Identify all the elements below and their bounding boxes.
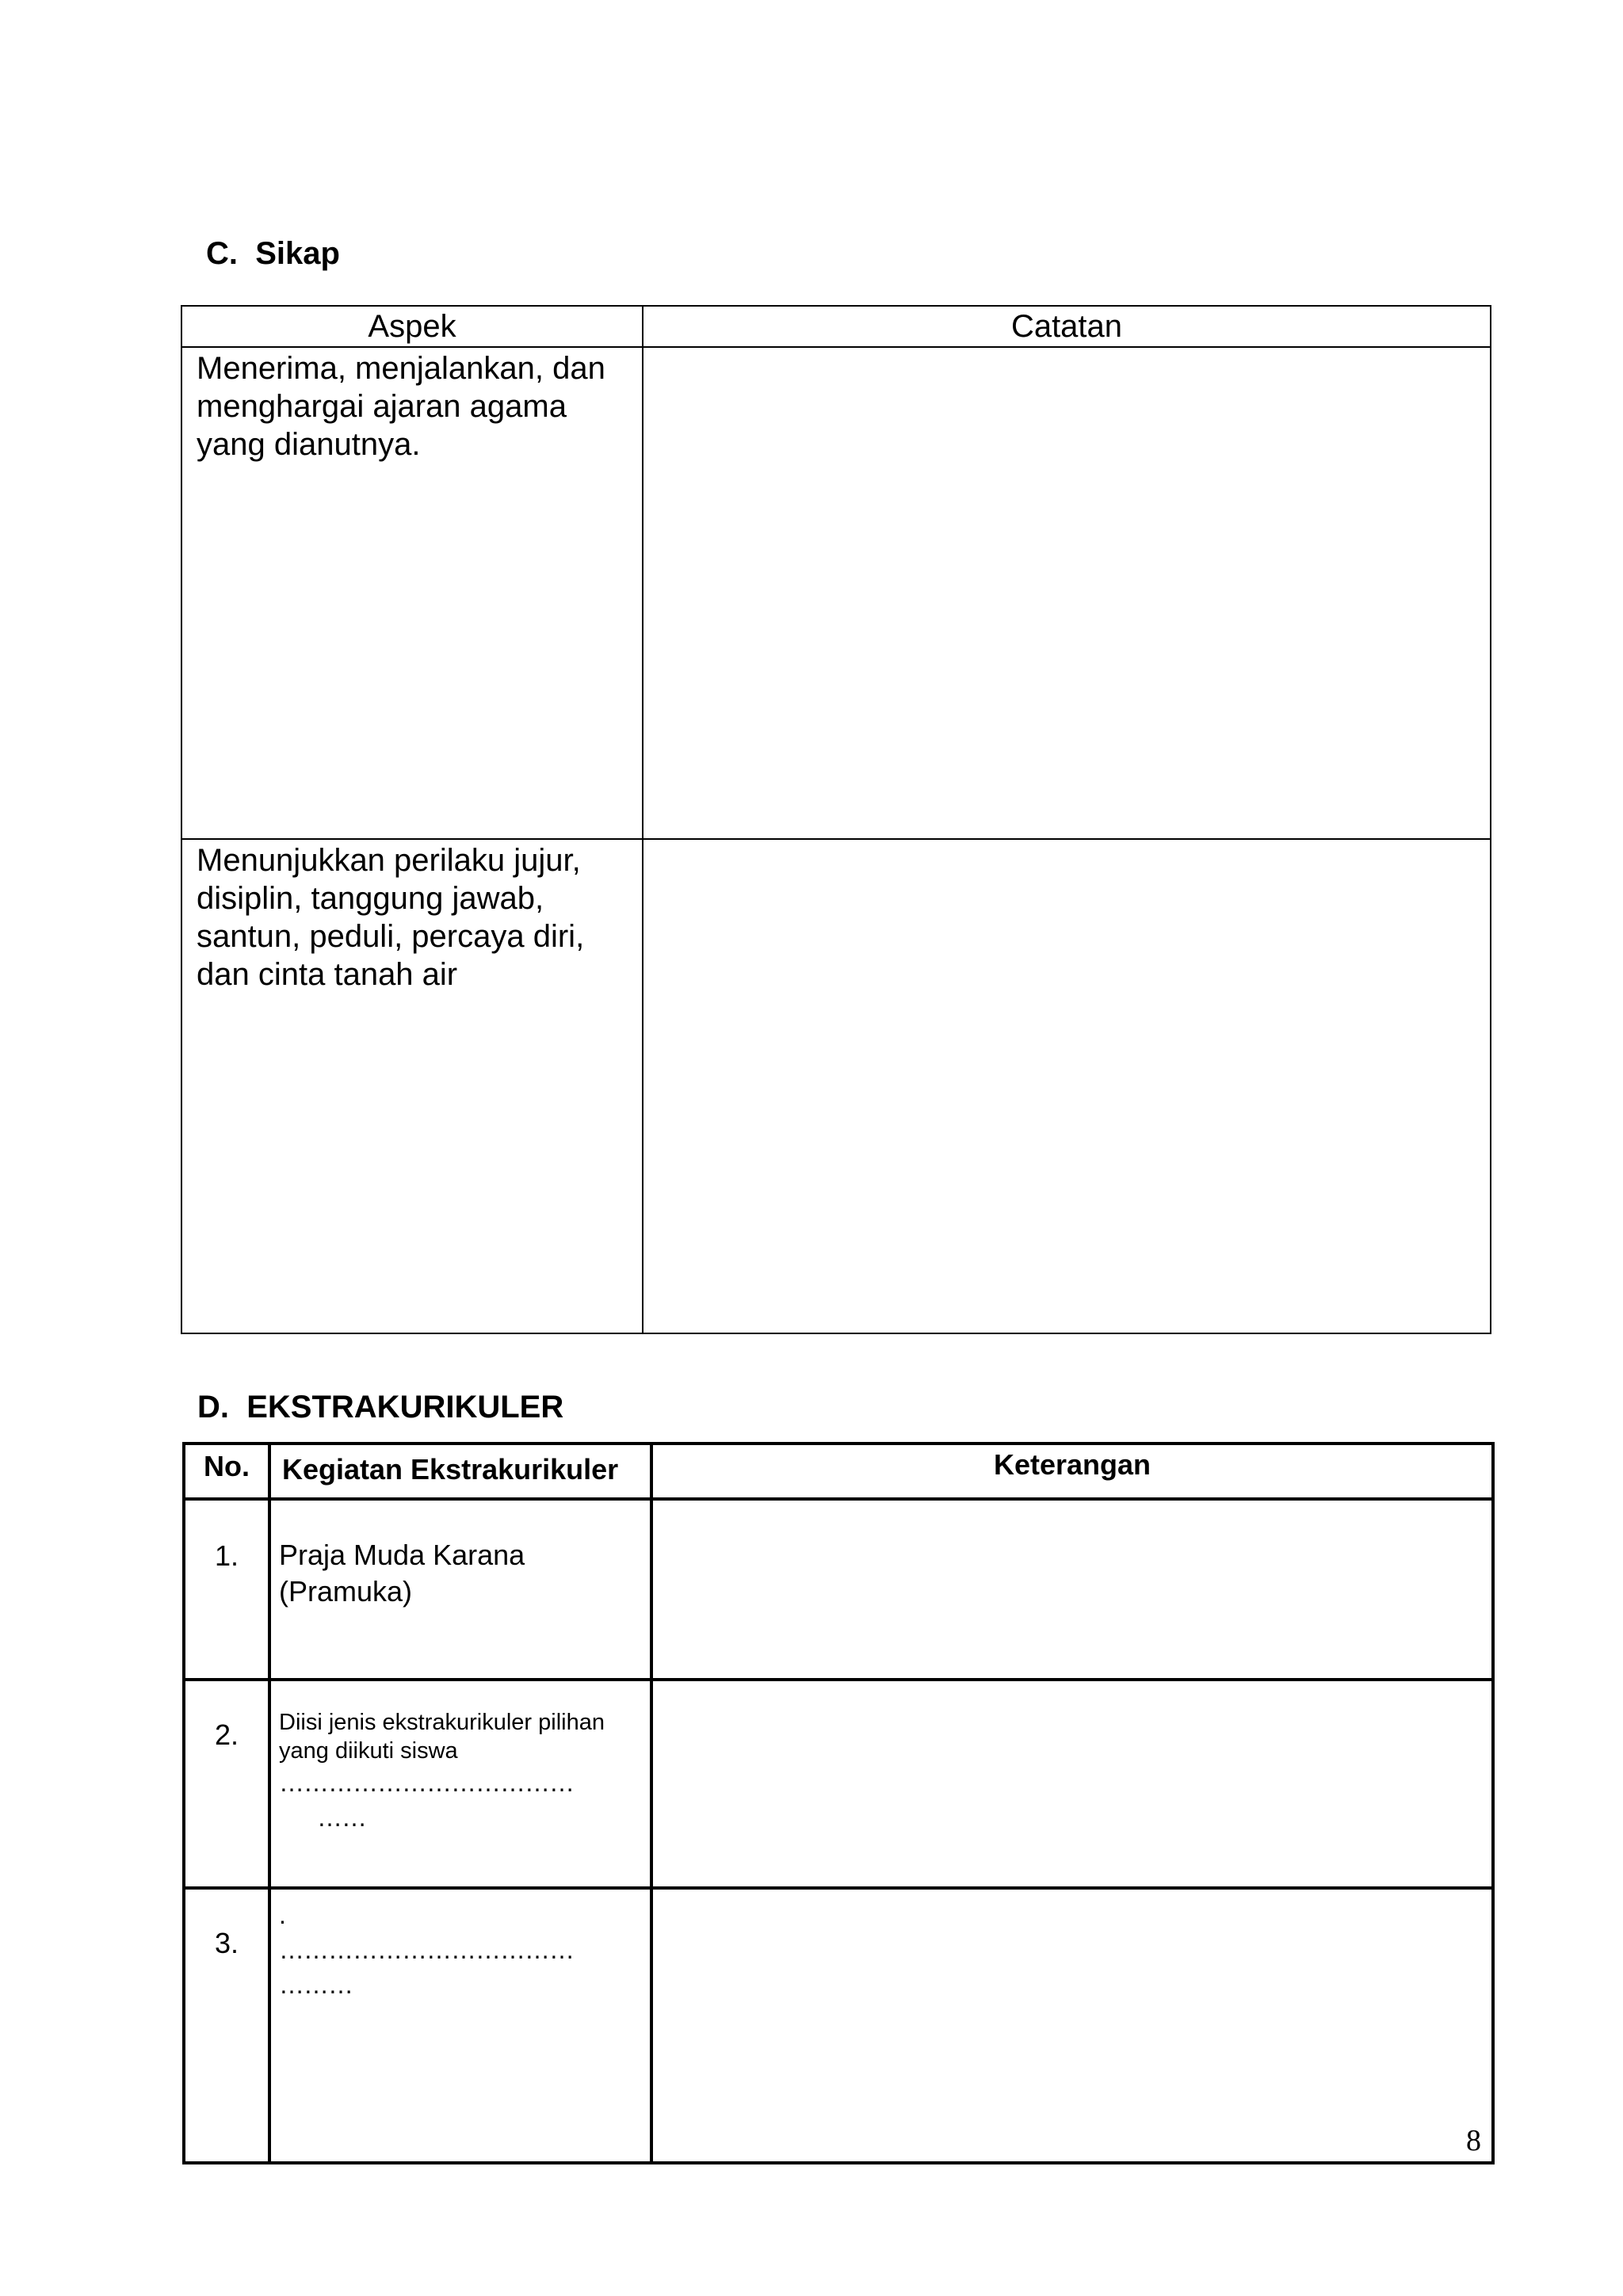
catatan-cell[interactable] [643,839,1491,1333]
aspek-cell: Menerima, menjalankan, dan menghargai ajaran agama yang dianutnya. [181,347,643,839]
kegiatan-instruction: Diisi jenis ekstrakurikuler pilihan yang diikuti siswa [279,1710,605,1764]
aspek-header: Aspek [181,306,643,347]
section-c-heading: C. Sikap [206,236,340,271]
table-row [184,1499,1493,1680]
kegiatan-cell[interactable] [269,1888,651,2163]
ekstra-header-row [184,1444,1493,1499]
no-header: No. [184,1444,269,1499]
page-number: 8 [1466,2124,1481,2157]
fill-in-line[interactable] [271,1890,650,2002]
sikap-row [181,347,1491,839]
sikap-table [181,305,1491,1334]
row-number: 3. [184,1888,269,2163]
catatan-cell[interactable] [643,347,1491,839]
dots-line: …… [317,1803,366,1832]
keterangan-header: Keterangan [651,1444,1493,1499]
dots-line: ……… [279,1970,353,1999]
table-row [184,1888,1493,2163]
kegiatan-header: Kegiatan Ekstrakurikuler [269,1444,651,1499]
kegiatan-cell[interactable] [269,1680,651,1888]
row-number: 1. [184,1499,269,1680]
dots-line: ……………………………… [279,1936,574,1964]
keterangan-cell[interactable] [651,1499,1493,1680]
catatan-header: Catatan [643,306,1491,347]
sikap-header-row [181,306,1491,347]
kegiatan-cell [269,1499,651,1680]
keterangan-cell[interactable] [651,1680,1493,1888]
table-row [184,1680,1493,1888]
dots-line: ……………………………… [279,1768,574,1797]
keterangan-cell[interactable] [651,1888,1493,2163]
dot-prefix: . [279,1901,286,1929]
kegiatan-text: Praja Muda Karana (Pramuka) [279,1539,525,1608]
section-d-heading: D. EKSTRAKURIKULER [197,1390,564,1425]
fill-in-line[interactable] [271,1765,650,1835]
sikap-row [181,839,1491,1333]
ekstrakurikuler-table [182,1442,1495,2164]
row-number: 2. [184,1680,269,1888]
aspek-cell: Menunjukkan perilaku jujur, disiplin, tanggung jawab, santun, peduli, percaya diri, dan cinta tanah air [181,839,643,1333]
